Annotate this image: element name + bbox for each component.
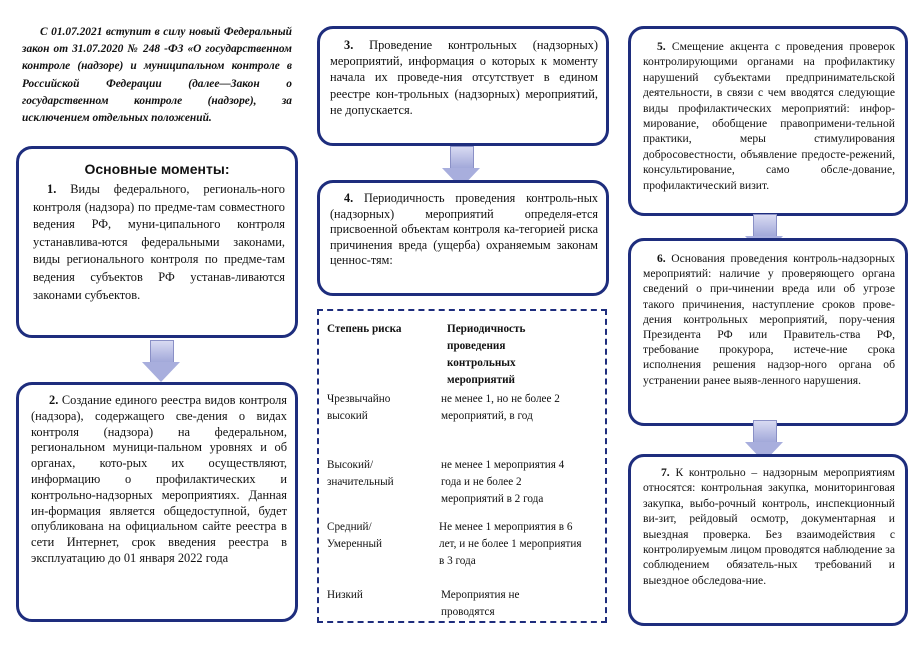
box6-body: Основания проведения контроль-надзорных мероприятий: наличие у проверяющего органа сведений о при-чинении вреда или об угрозе такого причинения, наступление сроков прове-дения контрольных мероприятий, пору-чения Президента РФ или Правитель-ства РФ, требование прокурора, истече-ние срока исполнения решения надзор-ного органа об устранении ранее выяв-ленного нарушения. [643, 252, 895, 387]
table-row-3-risk: Средний/ Умеренный [327, 521, 383, 550]
box7-body: К контрольно – надзорным мероприятиям относятся: контрольная закупка, мониторинговая закупка, выбо-рочный контроль, инспекционный ви-зит, рейдовый осмотр, документарная и выездная проверка. Без взаимодействия с контролируемым лицом проводятся наблюдение за соблюдением обязатель-ных требований и выездное обследова-ние. [643, 466, 895, 587]
box4-number: 4. [344, 191, 354, 205]
box-basic-points [16, 146, 298, 338]
box6-number: 6. [657, 252, 666, 265]
box-periodicity [317, 180, 609, 296]
box4-text [330, 191, 598, 269]
box3-text [330, 37, 598, 118]
box1-body: Виды федерального, региональ-ного контроля (надзора) по предме-там совместного ведения РФ, муни-ципального контроля устанавлива-ются федеральными законами, виды регионального контроля по предме-там ведения субъектов РФ устанав-ливаются законами субъектов. [33, 182, 285, 302]
table-row-4-risk: Низкий [327, 589, 363, 601]
box1-text [33, 181, 285, 304]
box2-number: 2. [49, 393, 59, 407]
box-registry-rule [317, 26, 609, 146]
risk-table [317, 309, 607, 623]
table-row-4-period: Мероприятия не проводятся [441, 589, 520, 618]
box7-number: 7. [661, 466, 670, 479]
box2-body: Создание единого реестра видов контроля (надзора), содержащего све-дения о видах контроля (надзора) на федеральном, региональном муници-пальном уровнях и об органах, кото-рых их осуществляют, информацию о профилактических и контрольно-надзорных мероприятиях. Данная ин-формация является общедоступной, будет опубликована на официальном сайте реестра в сети Интернет, срок введения реестра в эксплуатацию до 01 января 2022 года [31, 393, 287, 565]
table-row-2-period: не менее 1 мероприятия 4 года и не более 2 мероприятий в 2 года [441, 459, 565, 505]
table-row-1-period: не менее 1, но не более 2 мероприятий, в год [441, 393, 560, 422]
table-row-3-period: Не менее 1 мероприятия в 6 лет, и не более 1 мероприятия в 3 года [439, 521, 582, 567]
box-grounds [628, 238, 908, 426]
box-measures [628, 454, 908, 626]
box5-text [643, 39, 895, 193]
box5-number: 5. [657, 40, 666, 53]
box1-number: 1. [47, 182, 57, 196]
box-prevention [628, 26, 908, 216]
box1-heading: Основные моменты: [84, 161, 230, 177]
box6-text [643, 251, 895, 388]
box2-text [31, 393, 287, 567]
arrow-down-icon [142, 340, 180, 382]
table-header-risk: Степень риска [327, 323, 402, 335]
table-row-1-risk: Чрезвычайно высокий [327, 393, 391, 422]
table-row-2-risk: Высокий/ значительный [327, 459, 394, 488]
table-header-periodicity: Периодичность проведения контрольных мероприятий [447, 323, 526, 386]
box5-body: Смещение акцента с проведения проверок контролирующими органами на профилактику нарушений субъектами предпринимательской деятельности, в связи с чем вводятся следующие виды профилактических мероприятий: инфор-мирование, обобщение правопримени-тельной практики, меры стимулирования добросовестности, объявление предосте-режений, консультирование, само обсле-дование, профилактический визит. [643, 40, 895, 192]
box4-body: Периодичность проведения контроль-ных (надзорных) мероприятий определя-ется присвоенной объектам контроля ка-тегорией риска причинения вреда (ущерба) охраняемым законам ценнос-тям: [330, 191, 598, 268]
box3-number: 3. [344, 38, 354, 52]
box7-text [643, 465, 895, 588]
intro-text: С 01.07.2021 вступит в силу новый Федеральный закон от 31.07.2020 № 248 -ФЗ «О государственном контроле (надзоре) и муниципальном контроле в Российской Федерации (далее—Закон о государственном контроле (надзоре), за исключением отдельных положений. [22, 26, 292, 125]
box3-body: Проведение контрольных (надзорных) мероприятий, информация о которых к моменту начала их проведе-ния отсутствует в едином реестре кон-трольных (надзорных) мероприятий, не допускается. [330, 38, 598, 117]
box-registry [16, 382, 298, 622]
